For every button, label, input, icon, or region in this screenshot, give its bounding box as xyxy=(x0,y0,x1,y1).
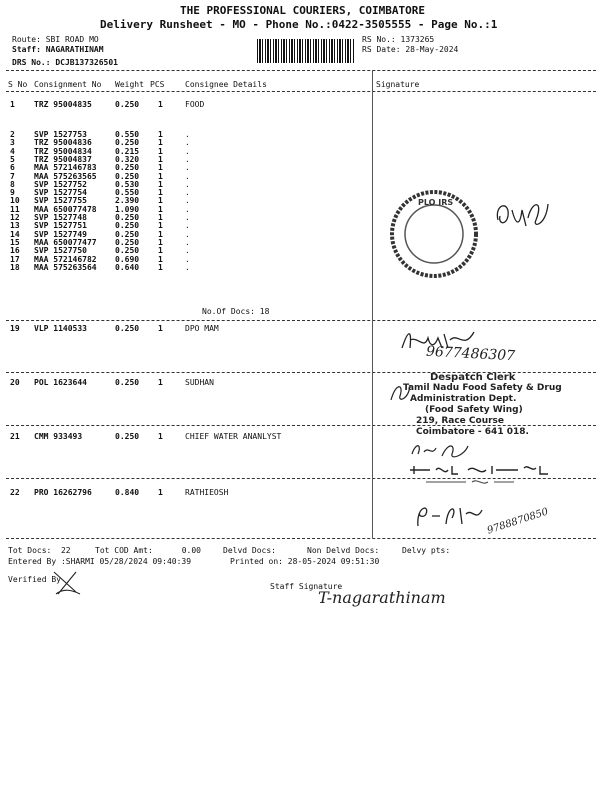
row-sno: 12 xyxy=(10,213,20,222)
row-details: . xyxy=(185,213,190,222)
row-details: SUDHAN xyxy=(185,378,214,387)
row-details: . xyxy=(185,163,190,173)
row-sno: 17 xyxy=(10,254,20,264)
row-consignment: POL 1623644 xyxy=(34,378,87,387)
row-sno: 4 xyxy=(10,146,15,156)
row-pcs: 1 xyxy=(158,324,163,333)
row-weight: 0.250 xyxy=(115,100,140,109)
row-details: . xyxy=(185,188,190,198)
row-sno: 11 xyxy=(10,204,20,214)
row-pcs: 1 xyxy=(158,221,163,231)
row-consignment: PRO 16262796 xyxy=(34,488,92,497)
row-pcs: 1 xyxy=(158,179,163,189)
row-weight: 0.550 xyxy=(115,130,140,139)
row-pcs: 1 xyxy=(158,204,163,214)
col-sno: S No xyxy=(8,80,28,89)
delivery-points: Delvy pts: xyxy=(402,546,451,555)
col-weight: Weight xyxy=(115,80,144,89)
drs-number: DRS No.: DCJB137326501 xyxy=(12,58,118,67)
row-pcs: 1 xyxy=(158,100,163,109)
row-sno: 5 xyxy=(10,154,15,164)
row-consignment: TRZ 95004834 xyxy=(34,146,92,156)
total-cod-amount: Tot COD Amt: 0.00 xyxy=(95,546,201,555)
row-sno: 20 xyxy=(10,378,20,387)
col-pcs: PCS xyxy=(150,80,165,89)
staff-signature-label: Staff Signature xyxy=(270,582,343,591)
row-weight: 0.640 xyxy=(115,262,140,272)
col-details: Consignee Details xyxy=(185,80,267,89)
row-pcs: 1 xyxy=(158,213,163,222)
row-consignment: SVP 1527754 xyxy=(34,188,87,198)
divider xyxy=(6,70,596,71)
rs-date: RS Date: 28-May-2024 xyxy=(362,45,459,54)
row-weight: 0.690 xyxy=(115,254,140,264)
row-details: FOOD xyxy=(185,100,205,109)
row-consignment: SVP 1527755 xyxy=(34,196,87,206)
row-consignment: SVP 1527752 xyxy=(34,179,87,189)
row-sno: 21 xyxy=(10,432,20,441)
row-consignment: SVP 1527748 xyxy=(34,213,87,222)
row-consignment: SVP 1527750 xyxy=(34,246,87,256)
handwritten-phone: 9788870850 xyxy=(485,506,550,537)
handwritten-signature xyxy=(408,440,472,460)
tamil-stamp xyxy=(406,460,556,486)
handwritten-signature xyxy=(412,500,492,530)
row-consignment: TRZ 95004835 xyxy=(34,100,92,109)
stamp-line: Administration Dept. xyxy=(410,394,517,404)
row-details: . xyxy=(185,196,190,206)
row-weight: 0.550 xyxy=(115,188,140,198)
row-consignment: MAA 650077478 xyxy=(34,204,97,214)
row-weight: 0.215 xyxy=(115,146,140,156)
row-details: . xyxy=(185,246,190,256)
row-weight: 0.320 xyxy=(115,154,140,164)
non-delivered-docs: Non Delvd Docs: xyxy=(307,546,380,555)
row-consignment: MAA 572146783 xyxy=(34,163,97,173)
row-pcs: 1 xyxy=(158,254,163,264)
svg-text:PLO IRS: PLO IRS xyxy=(418,198,454,207)
row-pcs: 1 xyxy=(158,171,163,181)
row-weight: 0.250 xyxy=(115,237,140,247)
initial-signature xyxy=(492,196,552,230)
col-consignment: Consignment No xyxy=(34,80,102,89)
row-consignment: SVP 1527751 xyxy=(34,221,87,231)
row-details: . xyxy=(185,237,190,247)
row-details: RATHIEOSH xyxy=(185,488,229,497)
row-weight: 0.250 xyxy=(115,432,140,441)
row-weight: 0.840 xyxy=(115,488,140,497)
row-sno: 14 xyxy=(10,229,20,239)
row-sno: 9 xyxy=(10,188,15,198)
row-details: . xyxy=(185,254,190,264)
row-pcs: 1 xyxy=(158,196,163,206)
verified-by: Verified By xyxy=(8,575,61,584)
row-weight: 0.530 xyxy=(115,179,140,189)
row-sno: 2 xyxy=(10,130,15,139)
col-signature: Signature xyxy=(376,80,420,89)
row-consignment: TRZ 95004836 xyxy=(34,138,92,148)
row-details: . xyxy=(185,262,190,272)
row-weight: 0.250 xyxy=(115,229,140,239)
row-weight: 0.250 xyxy=(115,138,140,148)
row-details: . xyxy=(185,179,190,189)
row-pcs: 1 xyxy=(158,378,163,387)
row-weight: 0.250 xyxy=(115,171,140,181)
company-title: THE PROFESSIONAL COURIERS, COIMBATORE xyxy=(180,4,426,17)
entered-by: Entered By :SHARMI 05/28/2024 09:40:39 xyxy=(8,557,192,566)
scribble-signature xyxy=(388,380,414,406)
divider xyxy=(6,425,596,426)
total-docs: Tot Docs: 22 xyxy=(8,546,71,555)
row-details: . xyxy=(185,146,190,156)
row-weight: 1.090 xyxy=(115,204,140,214)
row-sno: 6 xyxy=(10,163,15,173)
row-consignment: MAA 575263565 xyxy=(34,171,97,181)
runsheet-subtitle: Delivery Runsheet - MO - Phone No.:0422-3505555 - Page No.:1 xyxy=(100,18,498,31)
row-weight: 0.250 xyxy=(115,246,140,256)
row-weight: 2.390 xyxy=(115,196,140,206)
row-consignment: SVP 1527749 xyxy=(34,229,87,239)
printed-on: Printed on: 28-05-2024 09:51:30 xyxy=(230,557,380,566)
row-consignment: SVP 1527753 xyxy=(34,130,87,139)
row-consignment: CMM 933493 xyxy=(34,432,83,441)
row-details: . xyxy=(185,154,190,164)
row-consignment: MAA 575263564 xyxy=(34,262,97,272)
row-details: . xyxy=(185,229,190,239)
row-sno: 8 xyxy=(10,179,15,189)
round-seal-stamp xyxy=(388,188,480,280)
row-sno: 22 xyxy=(10,488,20,497)
row-pcs: 1 xyxy=(158,432,163,441)
row-details: DPO MAM xyxy=(185,324,219,333)
row-pcs: 1 xyxy=(158,146,163,156)
row-details: . xyxy=(185,204,190,214)
row-consignment: VLP 1140533 xyxy=(34,324,87,333)
row-pcs: 1 xyxy=(158,488,163,497)
row-pcs: 1 xyxy=(158,138,163,148)
row-pcs: 1 xyxy=(158,262,163,272)
handwritten-phone: 9677486307 xyxy=(425,343,516,365)
row-details: . xyxy=(185,130,190,139)
delivered-docs: Delvd Docs: xyxy=(223,546,276,555)
staff: Staff: NAGARATHINAM xyxy=(12,45,104,54)
row-consignment: TRZ 95004837 xyxy=(34,154,92,164)
stamp-line: (Food Safety Wing) xyxy=(425,405,523,415)
barcode xyxy=(257,39,355,63)
route: Route: SBI ROAD MO xyxy=(12,35,99,44)
row-sno: 18 xyxy=(10,262,20,272)
row-pcs: 1 xyxy=(158,246,163,256)
signature-column-divider xyxy=(372,70,373,538)
row-sno: 19 xyxy=(10,324,20,333)
row-pcs: 1 xyxy=(158,188,163,198)
row-sno: 7 xyxy=(10,171,15,181)
row-weight: 0.250 xyxy=(115,378,140,387)
row-sno: 13 xyxy=(10,221,20,231)
row-pcs: 1 xyxy=(158,237,163,247)
row-details: . xyxy=(185,138,190,148)
staff-signature: T-nagarathinam xyxy=(318,588,446,607)
row-pcs: 1 xyxy=(158,163,163,173)
row-sno: 10 xyxy=(10,196,20,206)
row-sno: 1 xyxy=(10,100,15,109)
docs-count: No.Of Docs: 18 xyxy=(202,307,270,316)
row-weight: 0.250 xyxy=(115,221,140,231)
verified-signature xyxy=(50,568,84,598)
row-pcs: 1 xyxy=(158,130,163,139)
row-weight: 0.250 xyxy=(115,163,140,173)
row-pcs: 1 xyxy=(158,154,163,164)
divider xyxy=(6,538,596,539)
row-details: . xyxy=(185,171,190,181)
stamp-line: Tamil Nadu Food Safety & Drug xyxy=(403,383,562,393)
row-consignment: MAA 572146782 xyxy=(34,254,97,264)
row-sno: 3 xyxy=(10,138,15,148)
row-details: . xyxy=(185,221,190,231)
divider xyxy=(6,320,596,321)
row-weight: 0.250 xyxy=(115,213,140,222)
row-weight: 0.250 xyxy=(115,324,140,333)
stamp-line: Despatch Clerk xyxy=(430,372,516,383)
row-details: CHIEF WATER ANANLYST xyxy=(185,432,282,441)
stamp-line: Coimbatore - 641 018. xyxy=(416,427,529,437)
row-consignment: MAA 650077477 xyxy=(34,237,97,247)
divider xyxy=(6,91,596,92)
row-sno: 16 xyxy=(10,246,20,256)
row-pcs: 1 xyxy=(158,229,163,239)
stamp-line: 219, Race Course xyxy=(416,416,505,426)
rs-number: RS No.: 1373265 xyxy=(362,35,435,44)
row-sno: 15 xyxy=(10,237,20,247)
